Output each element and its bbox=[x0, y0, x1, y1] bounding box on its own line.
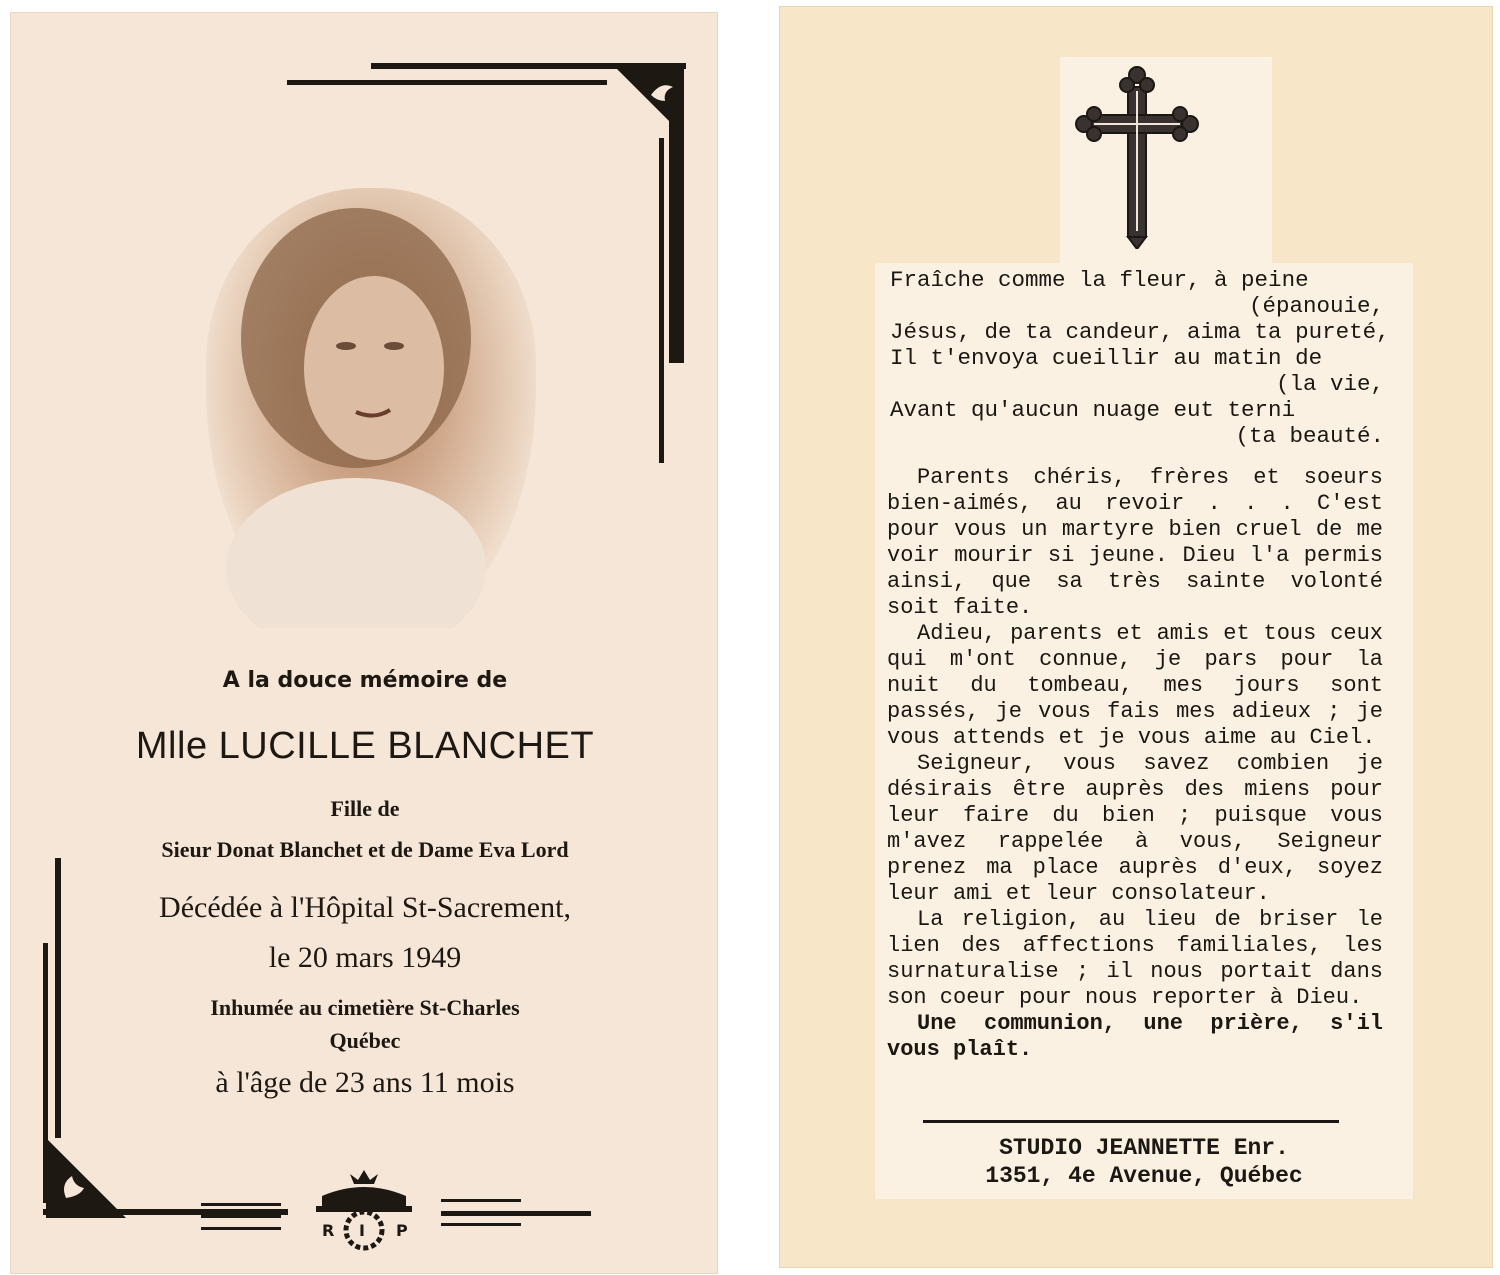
rip-r: R bbox=[322, 1221, 335, 1240]
poem-line: Fraîche comme la fleur, à peine bbox=[890, 267, 1309, 293]
poem-line: (ta beauté. bbox=[1235, 423, 1384, 449]
poem-line: Il t'envoya cueillir au matin de bbox=[890, 345, 1323, 371]
studio-address: 1351, 4e Avenue, Québec bbox=[985, 1163, 1303, 1189]
poem-line: (épanouie, bbox=[1248, 293, 1384, 319]
memorial-card-front bbox=[10, 12, 718, 1274]
paragraph: La religion, au lieu de briser le lien des affections familiales, les surnaturalise ; il nous portait dans son coeur pour nous reporter à Dieu. bbox=[887, 907, 1383, 1010]
studio-name: STUDIO JEANNETTE Enr. bbox=[999, 1135, 1289, 1161]
memorial-card-back bbox=[779, 6, 1493, 1268]
poem-line: Jésus, de ta candeur, aima ta pureté, bbox=[890, 319, 1390, 345]
cross-icon bbox=[1074, 59, 1200, 249]
deceased-name: Mlle LUCILLE BLANCHET bbox=[135, 725, 595, 767]
portrait-photo bbox=[206, 188, 536, 628]
rip-emblem bbox=[308, 1166, 420, 1256]
parents-names: Sieur Donat Blanchet et de Dame Eva Lord bbox=[161, 837, 569, 862]
divider bbox=[923, 1120, 1339, 1123]
burial-place: Inhumée au cimetière St-Charles bbox=[210, 995, 520, 1020]
cross-icon bbox=[350, 1170, 378, 1184]
farewell-text bbox=[887, 465, 1383, 1063]
daughter-of-label: Fille de bbox=[330, 796, 400, 821]
paragraph: Parents chéris, frères et soeurs bien-aimés, au revoir . . . C'est pour vous un martyre bien cruel de me voir mourir si jeune. Dieu l'a permis ainsi, que sa très sainte volonté soit faite. bbox=[887, 465, 1383, 620]
death-place: Décédée à l'Hôpital St-Sacrement, bbox=[159, 891, 571, 924]
paragraph: Une communion, une prière, s'il vous plaît. bbox=[887, 1011, 1383, 1062]
burial-city: Québec bbox=[329, 1028, 401, 1053]
poem bbox=[890, 267, 1390, 449]
paragraph: Seigneur, vous savez combien je désirais être auprès des miens pour leur faire du bien ; puisque vous m'avez rappelée à vous, Seigneur prenez ma place auprès d'eux, soyez leur ami et leur consolateur. bbox=[887, 751, 1383, 906]
poem-line: Avant qu'aucun nuage eut terni bbox=[890, 397, 1296, 423]
paragraph: Adieu, parents et amis et tous ceux qui m'ont connue, je pars pour la nuit du tombeau, mes jours sont passés, je vous fais mes adieux ; je vous attends et je vous aime au Ciel. bbox=[887, 621, 1383, 750]
death-date: le 20 mars 1949 bbox=[268, 941, 462, 974]
bottom-left-corner bbox=[46, 1138, 126, 1218]
memory-heading: A la douce mémoire de bbox=[222, 668, 508, 693]
age-at-death: à l'âge de 23 ans 11 mois bbox=[215, 1066, 515, 1099]
rip-i: I bbox=[359, 1221, 365, 1240]
rip-p: P bbox=[396, 1221, 408, 1240]
poem-line: (la vie, bbox=[1275, 371, 1384, 397]
top-rule bbox=[287, 80, 607, 85]
